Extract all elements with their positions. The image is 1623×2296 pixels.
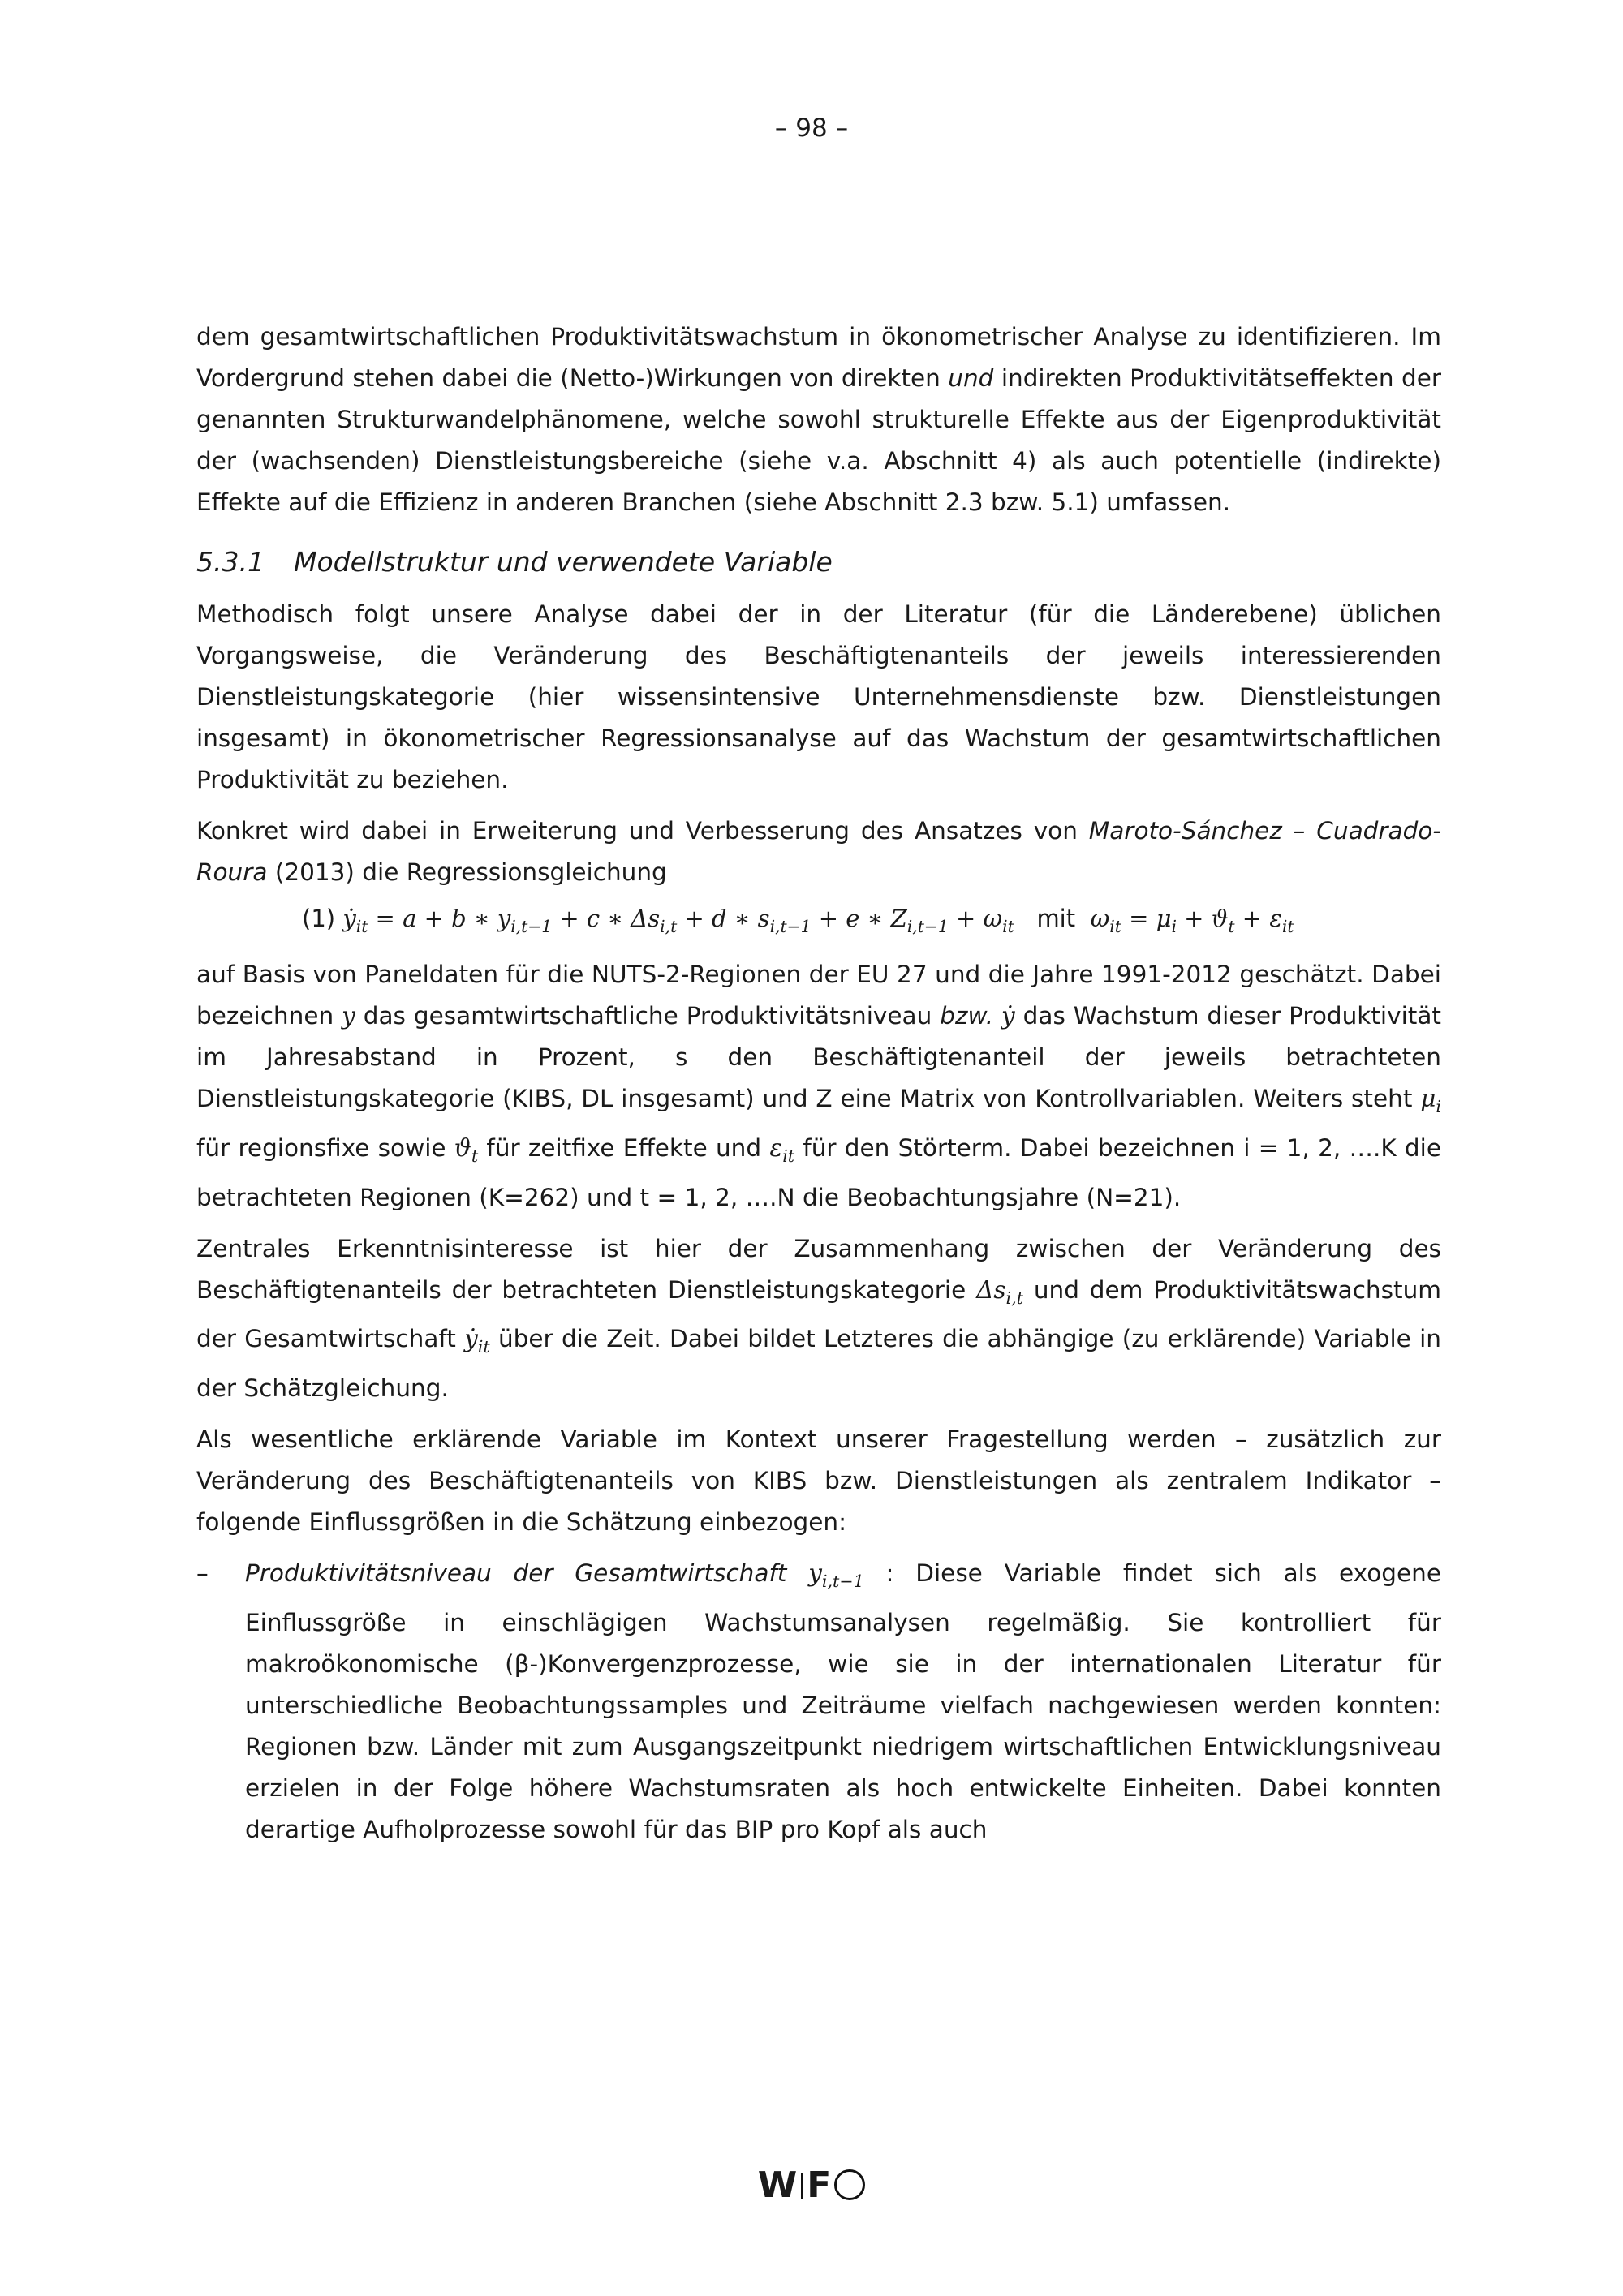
section-heading [196, 541, 1441, 583]
eq-sub: t [1228, 916, 1235, 936]
text: und dem Produktivitätswachstum der Gesamtwirtschaft [196, 1275, 1441, 1353]
math-symbol: ẏ [1001, 1001, 1015, 1030]
equation-number: (1) [302, 905, 336, 932]
dash-bullet: – [196, 1559, 209, 1588]
paragraph-method: Methodisch folgt unsere Analyse dabei der in der Literatur (für die Länderebene) üblichen Vorgangsweise, die Veränderung des Beschäftigtenanteils der jeweils interessierenden Dienstleistungskategorie (hier wissensintensive Unternehmensdienste bzw. Dienstleistungen insgesamt) in ökonometrischer Regressionsanalyse auf das Wachstum der gesamtwirtschaftlichen Produktivität zu beziehen. [196, 600, 1441, 793]
eq-term: + e ∗ Z [811, 905, 907, 932]
logo-circle-icon [834, 2169, 865, 2200]
logo-letter: F [807, 2165, 833, 2206]
emphasis: und [948, 364, 994, 392]
math-symbol: Δs [976, 1275, 1006, 1304]
eq-text: mit [1036, 905, 1076, 932]
eq-sub: i,t−1 [510, 916, 553, 936]
math-symbol: ẏ [464, 1325, 478, 1353]
eq-term: ω [1090, 905, 1110, 932]
eq-term: + ε [1234, 905, 1282, 932]
text: Konkret wird dabei in Erweiterung und Verbesserung des Ansatzes von [196, 817, 1089, 845]
paragraph-variables [196, 954, 1441, 1219]
eq-sub: it [355, 916, 368, 936]
eq-term: = a + b ∗ y [368, 905, 511, 932]
regression-equation [302, 898, 1441, 948]
wifo-logo [0, 2165, 1623, 2206]
logo-letter: W [757, 2165, 799, 2206]
text: indirekten Produktivitätseffekten der genannten Strukturwandelphänomene, welche sowohl strukturelle Effekte aus der Eigenproduktivität der (wachsenden) Dienstleistungsbereiche (siehe v.a. Abschnitt 4) als auch potentielle (indirekte) Effekte auf die Effizienz in anderen Branchen (siehe Abschnitt 2.3 bzw. 5.1) umfassen. [196, 364, 1441, 516]
paragraph-explanatory: Als wesentliche erklärende Variable im Kontext unserer Fragestellung werden – zusätzlich zur Veränderung des Beschäftigtenanteils von KIBS bzw. Dienstleistungen als zentralem Indikator – folgende Einflussgrößen in die Schätzung einbezogen: [196, 1425, 1441, 1537]
text: (2013) die Regressionsgleichung [267, 858, 667, 886]
section-title: Modellstruktur und verwendete Variable [293, 546, 833, 578]
text: für den Störterm. Dabei bezeichnen i = 1, 2, ….K die betrachteten Regionen (K=262) und t = 1, 2, ….N die Beobachtungsjahre (N=21). [196, 1133, 1442, 1211]
paragraph-interest [196, 1228, 1441, 1410]
math-symbol: y [342, 1001, 355, 1030]
eq-sub: i,t [660, 916, 678, 936]
eq-term: + ϑ [1176, 905, 1229, 932]
eq-term: + ω [948, 905, 1003, 932]
text: : Diese Variable findet sich als exogene Einflussgröße in einschlägigen Wachstumsanalysen regelmäßig. Sie kontrolliert für makroökonomische (β-)Konvergenzprozesse, wie sie in der internationalen Literatur für unterschiedliche Beobachtungssamples und Zeiträume vielfach nachgewiesen werden konnten: Regionen bzw. Länder mit zum Ausgangszeitpunkt niedrigem wirtschaftlichen Entwicklungsniveau erzielen in der Folge höhere Wachstumsraten als hoch entwickelte Einheiten. Dabei konnten derartige Aufholprozesse sowohl für das BIP pro Kopf als auch [245, 1559, 1441, 1844]
page-number: – 98 – [774, 114, 849, 143]
math-symbol: μ [1420, 1084, 1436, 1112]
text: das Wachstum dieser Produktivität im Jahresabstand in Prozent, s den Beschäftigtenanteil der jeweils betrachteten Dienstleistungskategorie (KIBS, DL insgesamt) und Z eine Matrix von Kontrollvariablen. Weiters steht [196, 1001, 1441, 1112]
page-body [196, 316, 1441, 1860]
eq-sub: i,t−1 [906, 916, 949, 936]
list-item [196, 1553, 1441, 1851]
section-number: 5.3.1 [196, 546, 265, 578]
eq-sub: it [1109, 916, 1121, 936]
text: für zeitfixe Effekte und [478, 1133, 770, 1162]
eq-sub: t [471, 1146, 479, 1166]
paragraph-intro [196, 316, 1441, 523]
text: Zentrales Erkenntnisinteresse ist hier der Zusammenhang zwischen der Veränderung des Beschäftigtenanteils der betrachteten Dienstleistungskategorie [196, 1234, 1441, 1304]
eq-sub: i,t−1 [769, 916, 812, 936]
math-symbol: ε [769, 1133, 783, 1162]
eq-sub: i [1436, 1096, 1441, 1116]
text: für regionsfixe sowie [196, 1133, 454, 1162]
text: das gesamtwirtschaftliche Produktivitätsniveau [355, 1001, 941, 1030]
citation: Maroto-Sánchez – Cuadrado-Roura [196, 817, 1441, 886]
text: auf Basis von Paneldaten für die NUTS-2-Regionen der EU 27 und die Jahre 1991-2012 geschätzt. Dabei bezeichnen [196, 960, 1441, 1030]
emphasis: Produktivitätsniveau der Gesamtwirtschaft [245, 1559, 809, 1588]
text: dem gesamtwirtschaftlichen Produktivitätswachstum in ökonometrischer Analyse zu identifizieren. Im Vordergrund stehen dabei die (Netto-)Wirkungen von direkten [196, 323, 1441, 392]
eq-term: ẏ [342, 905, 356, 932]
eq-sub: it [1281, 916, 1294, 936]
eq-sub: i [1171, 916, 1177, 936]
text: über die Zeit. Dabei bildet Letzteres die abhängige (zu erklärende) Variable in der Schätzgleichung. [196, 1325, 1441, 1403]
emphasis: bzw. [940, 1001, 994, 1030]
eq-sub: i,t [1005, 1288, 1023, 1308]
eq-term: = μ [1121, 905, 1172, 932]
eq-sub: it [477, 1337, 490, 1357]
eq-sub: i,t−1 [821, 1572, 864, 1592]
eq-sub: it [1002, 916, 1014, 936]
math-symbol: y [808, 1559, 822, 1588]
math-symbol: ϑ [454, 1133, 471, 1162]
eq-sub: it [782, 1146, 795, 1166]
eq-term: + c ∗ Δs [552, 905, 661, 932]
paragraph-regression-intro [196, 810, 1441, 893]
eq-term: + d ∗ s [677, 905, 770, 932]
